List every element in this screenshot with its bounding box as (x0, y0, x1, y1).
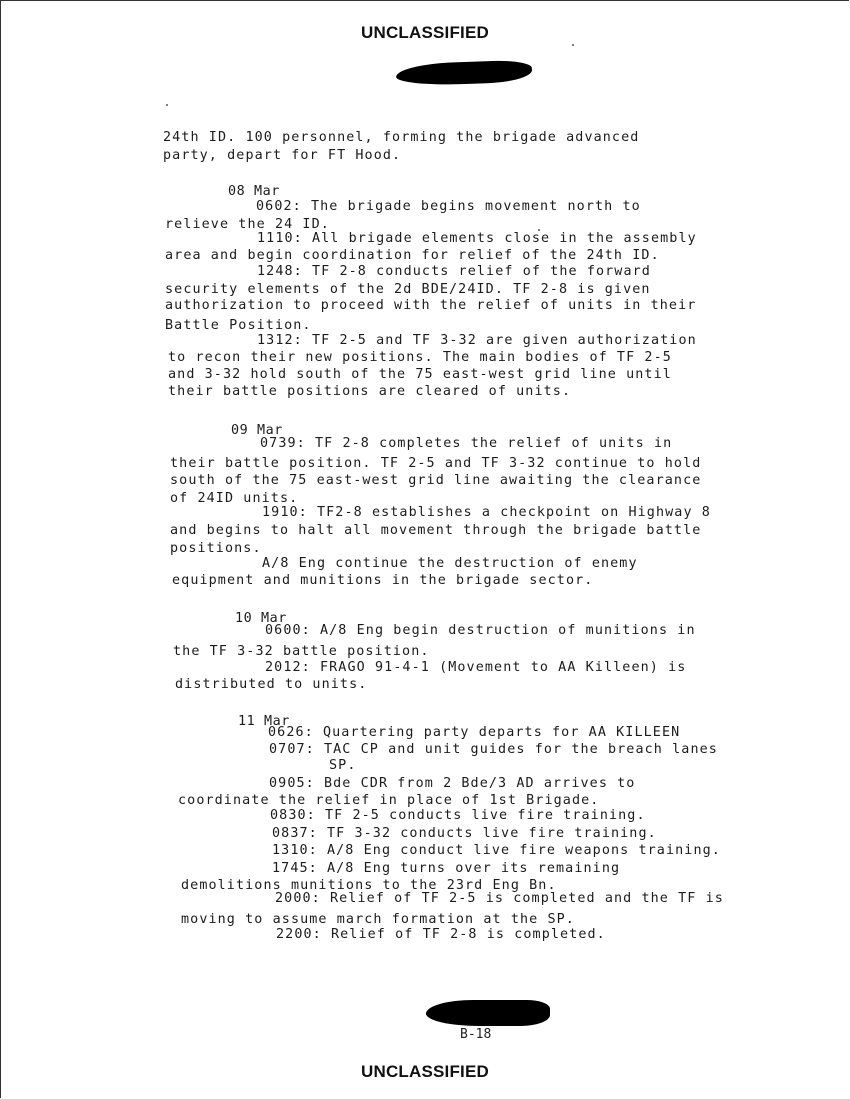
stray-mark (166, 104, 168, 106)
text-line: of 24ID units. (170, 491, 299, 506)
text-line: SP. (329, 758, 357, 773)
text-line: 1312: TF 2-5 and TF 3-32 are given authorization (257, 333, 697, 348)
text-line: the TF 3-32 battle position. (173, 644, 430, 659)
text-line: 0626: Quartering party departs for AA KILLEEN (268, 725, 681, 740)
page-number: B-18 (460, 1027, 492, 1042)
date-heading: 11 Mar (238, 714, 290, 729)
text-line: coordinate the relief in place of 1st Brigade. (178, 793, 600, 808)
text-line: to recon their new positions. The main bodies of TF 2-5 (168, 350, 672, 365)
text-line: distributed to units. (175, 677, 368, 692)
redaction-mark-bottom (426, 1000, 550, 1026)
text-line: Battle Position. (165, 318, 312, 333)
text-line: 1745: A/8 Eng turns over its remaining (272, 861, 621, 876)
text-line: and 3-32 hold south of the 75 east-west grid line until (168, 367, 672, 382)
text-line: 0602: The brigade begins movement north to (256, 199, 641, 214)
text-line: 0600: A/8 Eng begin destruction of munitions in (265, 623, 696, 638)
text-line: and begins to halt all movement through the brigade battle (170, 523, 702, 538)
text-line: 2000: Relief of TF 2-5 is completed and the TF is (275, 891, 724, 906)
text-line: 1310: A/8 Eng conduct live fire weapons training. (272, 843, 721, 858)
text-line: 2012: FRAGO 91-4-1 (Movement to AA Killeen) is (265, 660, 687, 675)
text-line: positions. (170, 541, 262, 556)
text-line: area and begin coordination for relief of the 24th ID. (165, 248, 660, 263)
classification-header: UNCLASSIFIED (360, 23, 490, 42)
date-heading: 09 Mar (231, 423, 283, 438)
text-line: 0905: Bde CDR from 2 Bde/3 AD arrives to (269, 776, 636, 791)
text-line: 0830: TF 2-5 conducts live fire training. (270, 808, 646, 823)
text-line: their battle position. TF 2-5 and TF 3-32 continue to hold (170, 456, 702, 471)
date-heading: 10 Mar (235, 611, 287, 626)
text-line: their battle positions are cleared of units. (168, 384, 572, 399)
text-line: demolitions munitions to the 23rd Eng Bn. (181, 878, 557, 893)
text-line: 0739: TF 2-8 completes the relief of units in (260, 436, 673, 451)
stray-mark (572, 44, 574, 46)
text-line: security elements of the 2d BDE/24ID. TF 2-8 is given (165, 282, 651, 297)
text-line: A/8 Eng continue the destruction of enemy (262, 556, 638, 571)
text-line: 1248: TF 2-8 conducts relief of the forward (257, 264, 651, 279)
text-line: south of the 75 east-west grid line awaiting the clearance (170, 473, 702, 488)
classification-footer: UNCLASSIFIED (360, 1062, 490, 1081)
text-line: authorization to proceed with the relief of units in their (165, 298, 697, 313)
text-line: 0837: TF 3-32 conducts live fire training. (272, 826, 657, 841)
text-line: relieve the 24 ID. (165, 217, 330, 232)
text-line: 0707: TAC CP and unit guides for the breach lanes (269, 742, 718, 757)
text-line: 2200: Relief of TF 2-8 is completed. (276, 927, 606, 942)
text-line: equipment and munitions in the brigade sector. (172, 573, 594, 588)
text-line: moving to assume march formation at the SP. (181, 912, 575, 927)
text-line: 1910: TF2-8 establishes a checkpoint on Highway 8 (262, 505, 711, 520)
text-line: 1110: All brigade elements close in the assembly (257, 231, 697, 246)
text-line: party, depart for FT Hood. (163, 148, 402, 163)
date-heading: 08 Mar (228, 184, 280, 199)
text-line: 24th ID. 100 personnel, forming the brigade advanced (163, 130, 640, 145)
